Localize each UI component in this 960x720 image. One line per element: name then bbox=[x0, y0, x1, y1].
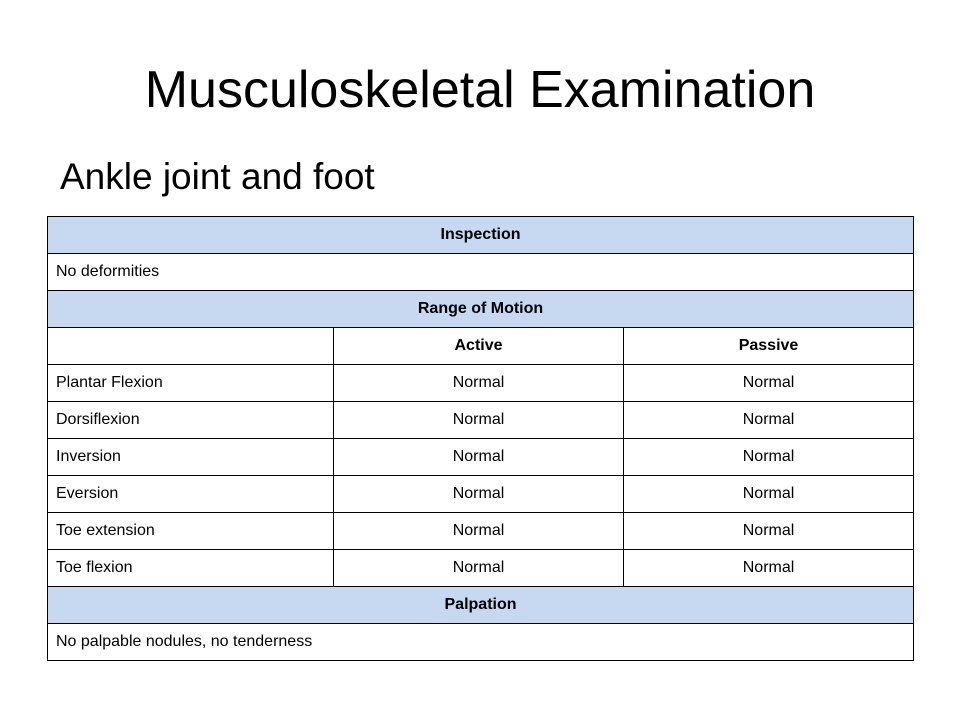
column-header-active: Active bbox=[334, 328, 624, 365]
palpation-finding: No palpable nodules, no tenderness bbox=[48, 624, 914, 661]
exam-table bbox=[47, 216, 914, 661]
range-of-motion-header-row bbox=[48, 291, 914, 328]
motion-name: Dorsiflexion bbox=[48, 402, 334, 439]
motion-active: Normal bbox=[334, 550, 624, 587]
motion-active: Normal bbox=[334, 402, 624, 439]
inspection-finding-row bbox=[48, 254, 914, 291]
table-row bbox=[48, 476, 914, 513]
motion-active: Normal bbox=[334, 513, 624, 550]
range-of-motion-header: Range of Motion bbox=[48, 291, 914, 328]
palpation-header-row bbox=[48, 587, 914, 624]
motion-name: Toe extension bbox=[48, 513, 334, 550]
motion-passive: Normal bbox=[624, 476, 914, 513]
motion-name: Eversion bbox=[48, 476, 334, 513]
motion-passive: Normal bbox=[624, 365, 914, 402]
inspection-header: Inspection bbox=[48, 217, 914, 254]
table-row bbox=[48, 365, 914, 402]
motion-passive: Normal bbox=[624, 402, 914, 439]
table-row bbox=[48, 402, 914, 439]
motion-active: Normal bbox=[334, 439, 624, 476]
column-header-row bbox=[48, 328, 914, 365]
table-row bbox=[48, 439, 914, 476]
motion-name: Plantar Flexion bbox=[48, 365, 334, 402]
table-row bbox=[48, 550, 914, 587]
table-row bbox=[48, 513, 914, 550]
motion-name: Inversion bbox=[48, 439, 334, 476]
page-subtitle: Ankle joint and foot bbox=[60, 156, 375, 197]
motion-passive: Normal bbox=[624, 550, 914, 587]
motion-active: Normal bbox=[334, 365, 624, 402]
motion-passive: Normal bbox=[624, 513, 914, 550]
column-header-passive: Passive bbox=[624, 328, 914, 365]
inspection-header-row bbox=[48, 217, 914, 254]
palpation-header: Palpation bbox=[48, 587, 914, 624]
inspection-finding: No deformities bbox=[48, 254, 914, 291]
column-header-blank bbox=[48, 328, 334, 365]
page-title: Musculoskeletal Examination bbox=[144, 61, 816, 119]
motion-active: Normal bbox=[334, 476, 624, 513]
motion-passive: Normal bbox=[624, 439, 914, 476]
palpation-finding-row bbox=[48, 624, 914, 661]
motion-name: Toe flexion bbox=[48, 550, 334, 587]
